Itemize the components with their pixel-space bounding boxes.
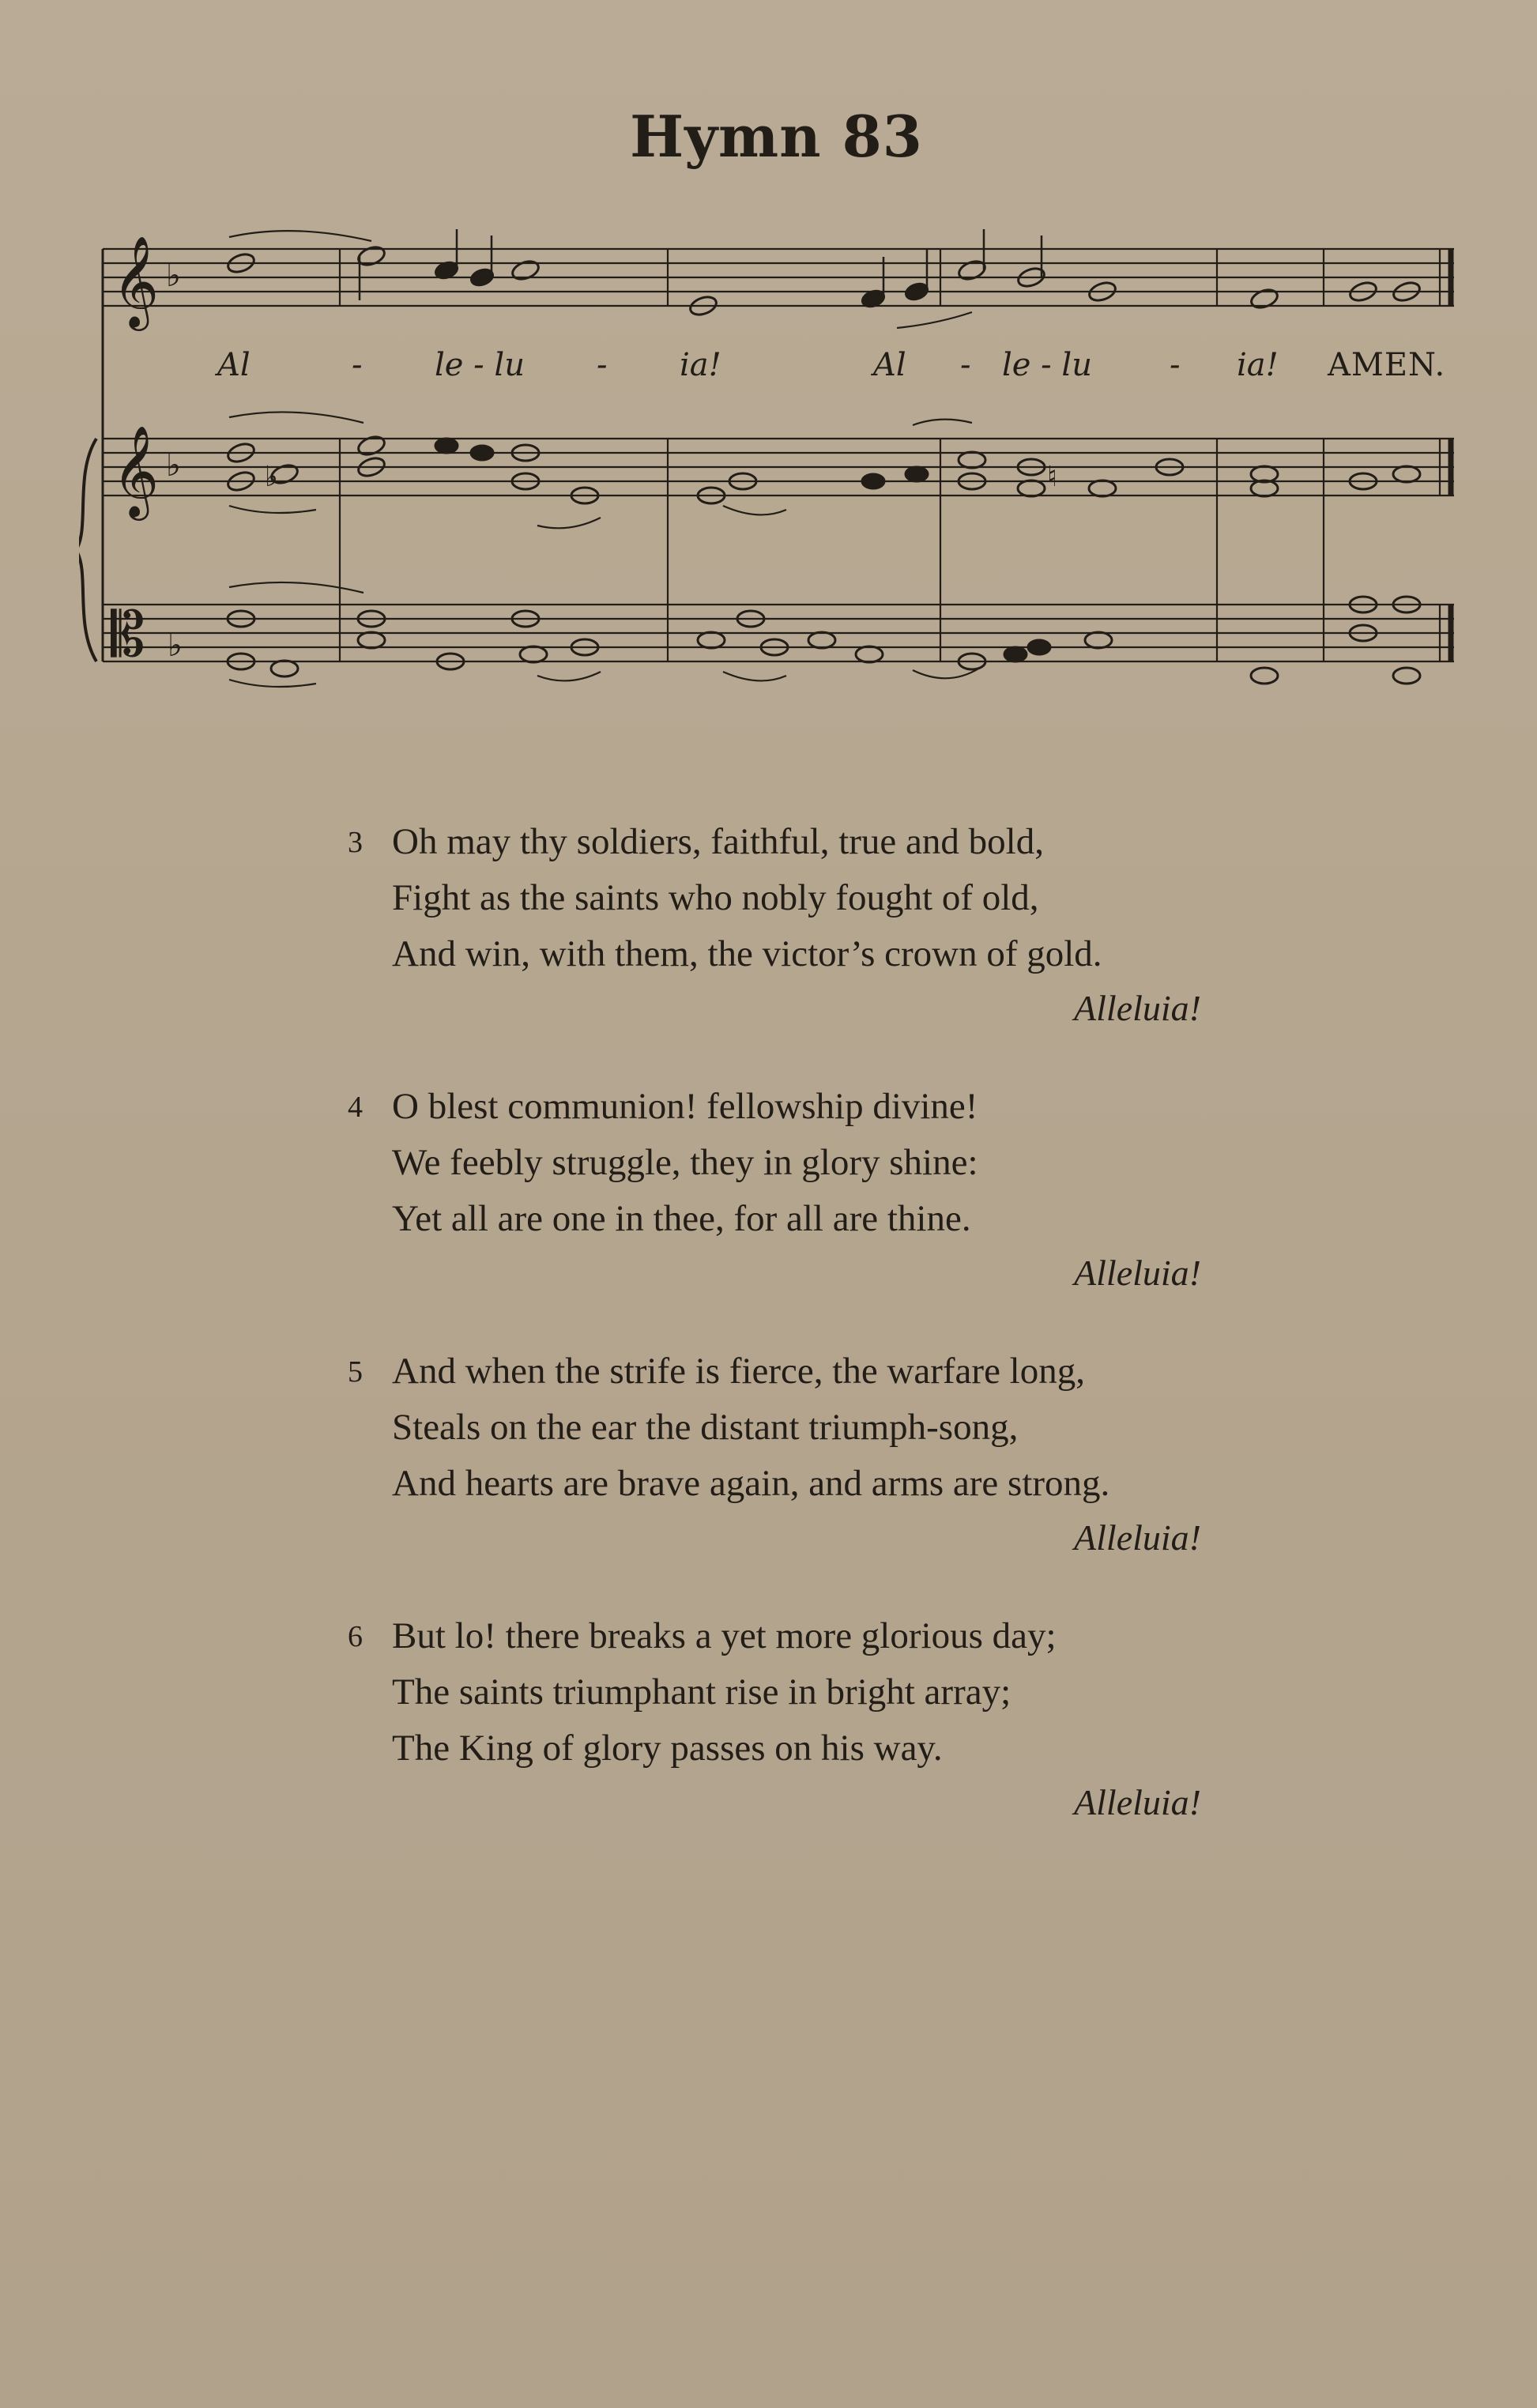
lyric-hyphen-1: - (352, 347, 363, 383)
flat-icon: ♭ (265, 461, 278, 493)
verse-line: And win, with them, the victor’s crown of gold. (392, 933, 1102, 974)
verse-line: Fight as the saints who nobly fought of old, (392, 877, 1039, 918)
verse-5 (348, 1343, 1264, 1564)
verse-6 (348, 1608, 1264, 1829)
final-bar (1440, 249, 1451, 661)
lyric-lelu-1: le - lu (435, 347, 525, 383)
treble-notes (226, 434, 1420, 503)
verses (348, 814, 1264, 1873)
verse-line: And when the strife is fierce, the warfare long, (392, 1351, 1085, 1392)
flat-icon: ♭ (168, 627, 183, 664)
verse-refrain: Alleluia! (1074, 1782, 1201, 1822)
lyric-ia-1: ia! (680, 347, 721, 383)
verse-line: And hearts are brave again, and arms are strong. (392, 1463, 1110, 1504)
flat-icon: ♭ (166, 258, 181, 294)
music-score (79, 213, 1470, 751)
lyric-al-1: Al (217, 347, 251, 383)
tenor-clef-icon: 𝄡 (111, 600, 145, 671)
verse-refrain: Alleluia! (1074, 1253, 1201, 1293)
verse-line: Steals on the ear the distant triumph-song, (392, 1407, 1019, 1448)
verse-line: But lo! there breaks a yet more glorious day; (392, 1615, 1057, 1656)
treble-clef-icon: 𝄞 (112, 235, 160, 327)
verse-number: 5 (348, 1355, 363, 1389)
hymn-title: Hymn 83 (630, 103, 923, 170)
lyric-hyphen-2: - (597, 347, 608, 383)
verse-line: Oh may thy soldiers, faithful, true and bold, (392, 821, 1044, 862)
verse-number: 4 (348, 1091, 363, 1124)
lyric-ia-2: ia! (1237, 347, 1279, 383)
melody-notes (226, 244, 1422, 318)
flat-icon: ♭ (166, 447, 181, 484)
lyric-hyphen-3: - (960, 347, 971, 383)
bass-staff (103, 605, 1454, 661)
verse-line: O blest communion! fellowship divine! (392, 1086, 978, 1127)
natural-icon: ♮ (1047, 461, 1057, 493)
bass-notes (228, 597, 1420, 684)
verse-3 (348, 814, 1264, 1034)
treble-clef-icon: 𝄞 (112, 424, 160, 517)
verse-number: 6 (348, 1620, 363, 1653)
verse-line: The King of glory passes on his way. (392, 1728, 943, 1769)
grand-staff-brace (79, 439, 96, 661)
verse-number: 3 (348, 826, 363, 859)
verse-refrain: Alleluia! (1074, 1517, 1201, 1558)
verse-refrain: Alleluia! (1074, 988, 1201, 1028)
verse-line: The saints triumphant rise in bright array; (392, 1671, 1011, 1713)
lyric-al-2: Al (873, 347, 906, 383)
verse-4 (348, 1079, 1264, 1299)
melody-staff (103, 249, 1454, 306)
lyric-hyphen-4: - (1170, 347, 1181, 383)
verse-line: We feebly struggle, they in glory shine: (392, 1142, 978, 1183)
lyric-lelu-2: le - lu (1002, 347, 1092, 383)
amen-label: AMEN. (1328, 347, 1446, 383)
verse-line: Yet all are one in thee, for all are thine. (392, 1198, 971, 1239)
